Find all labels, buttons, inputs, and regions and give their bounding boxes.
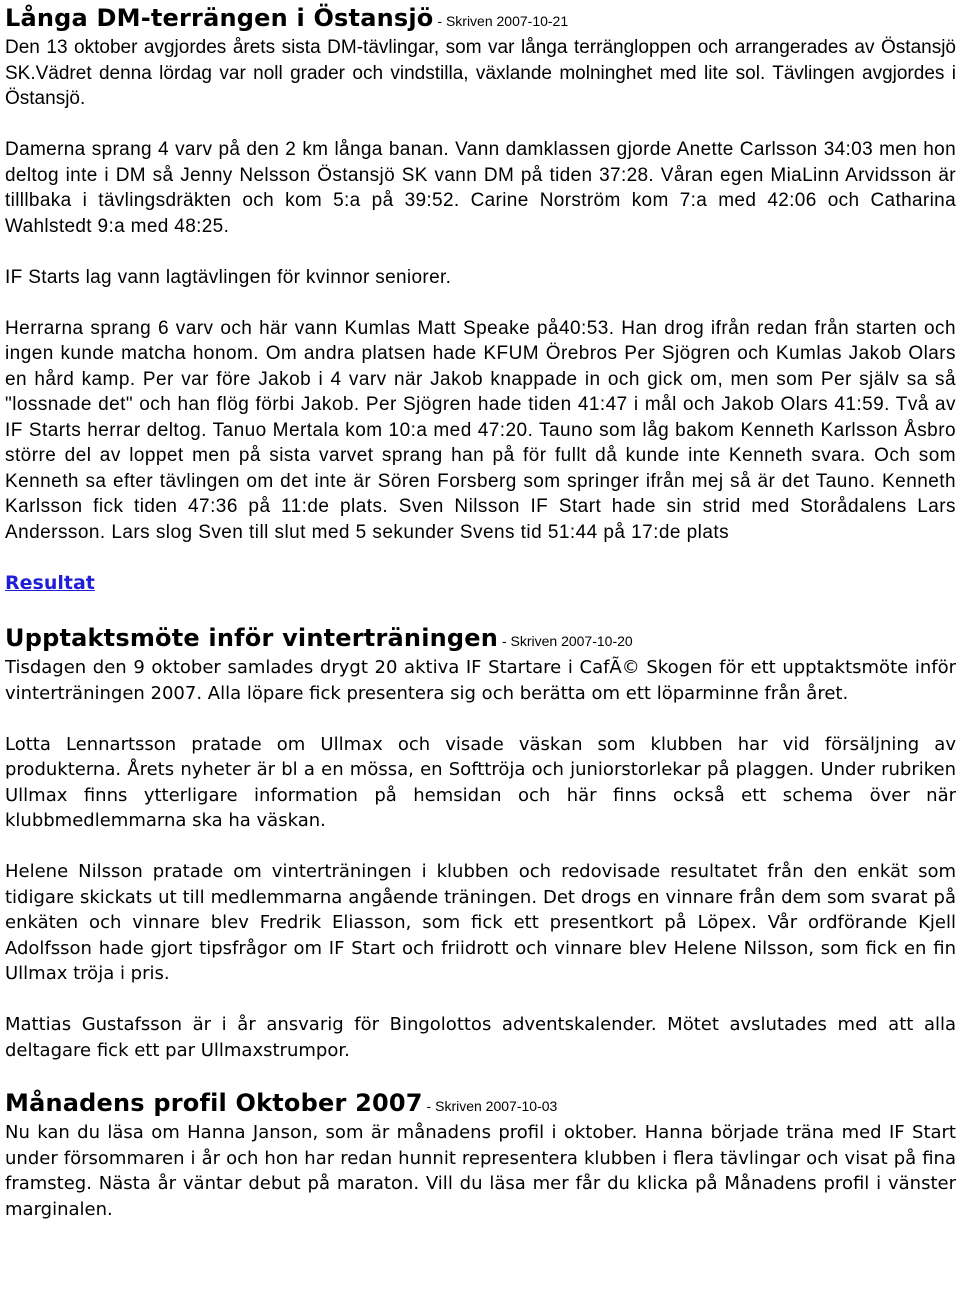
- paragraph-spacer: [5, 545, 956, 571]
- news-page: [5, 4, 956, 1222]
- article-title: Månadens profil Oktober 2007: [5, 1089, 423, 1117]
- article-paragraph: Nu kan du läsa om Hanna Janson, som är månadens profil i oktober. Hanna började träna med IF Start under försommaren i år och hon har redan hunnit representera klubben i flera tävlingar och visat på fina framsteg. Nästa år väntar debut på maraton. Vill du läsa mer får du klicka på Månadens profil i vänster marginalen.: [5, 1122, 956, 1220]
- paragraph-spacer: [5, 290, 956, 316]
- article-paragraph: Helene Nilsson pratade om vinterträningen i klubben och redovisade resultatet från den enkät som tidigare skickats ut till medlemmarna angående träningen. Det drogs en vinnare från dem som svarat på enkäten och vinnare blev Fredrik Eliasson, som fick ett presentkort på Löpex. Vår ordförande Kjell Adolfsson hade gjort tipsfrågor om IF Start och friidrott och vinnare blev Helene Nilsson, som fick en fin Ullmax tröja i pris.: [5, 861, 956, 984]
- article-date: - Skriven 2007-10-03: [422, 1098, 558, 1114]
- news-article: [5, 1089, 956, 1222]
- paragraph-spacer: [5, 112, 956, 138]
- article-title: Upptaktsmöte inför vinterträningen: [5, 624, 499, 652]
- paragraph-spacer: [5, 239, 956, 265]
- news-article: [5, 4, 956, 596]
- article-paragraph: Mattias Gustafsson är i år ansvarig för Bingolottos adventskalender. Mötet avslutades med att alla deltagare fick ett par Ullmaxstrumpor.: [5, 1014, 956, 1061]
- article-header: [5, 4, 956, 35]
- article-paragraph: Lotta Lennartsson pratade om Ullmax och visade väskan som klubben har vid försäljning av produkterna. Årets nyheter är bl a en mössa, en Softtröja och juniorstorlekar på plaggen. Under rubriken Ullmax finns ytterligare information på hemsidan och här finns också ett schema över när klubbmedlemmarna ska ha väskan.: [5, 733, 956, 831]
- article-title: Långa DM-terrängen i Östansjö: [5, 4, 434, 32]
- paragraph-spacer: [5, 987, 956, 1013]
- article-date: - Skriven 2007-10-20: [498, 633, 633, 649]
- article-paragraph: Tisdagen den 9 oktober samlades drygt 20 aktiva IF Startare i CafÃ© Skogen för ett upptaktsmöte inför vinterträningen 2007. Alla löpare fick presentera sig och berätta om ett löparminne från året.: [5, 657, 956, 704]
- article-paragraph: IF Starts lag vann lagtävlingen för kvinnor seniorer.: [5, 266, 452, 288]
- article-header: [5, 624, 956, 655]
- article-paragraph: Den 13 oktober avgjordes årets sista DM-tävlingar, som var långa terrängloppen och arrangerades av Östansjö SK.Vädret denna lördag var noll grader och vindstilla, växlande molninghet med lite sol. Tävlingen avgjordes i Östansjö.: [5, 37, 956, 109]
- article-header: [5, 1089, 956, 1120]
- results-link[interactable]: Resultat: [5, 571, 95, 594]
- article-paragraph: Damerna sprang 4 varv på den 2 km långa banan. Vann damklassen gjorde Anette Carlsson 34:03 men hon deltog inte i DM så Jenny Nelsson Östansjö SK vann DM på tiden 37:28. Våran egen MiaLinn Arvidsson är tilllbaka i tävlingsdräkten och kom 5:a på 39:52. Carine Norström kom 7:a med 42:06 och Catharina Wahlstedt 9:a med 48:25.: [5, 139, 956, 237]
- news-article: [5, 624, 956, 1063]
- article-paragraph: Herrarna sprang 6 varv och här vann Kumlas Matt Speake på40:53. Han drog ifrån redan från starten och ingen kunde matcha honom. Om andra platsen hade KFUM Örebros Per Sjögren och Kumlas Jakob Olars en hård kamp. Per var före Jakob i 4 varv när Jakob knappade in och gick om, men som Per själv sa så "lossnade det" och han flög förbi Jakob. Per Sjögren hade tiden 41:47 i mål och Jakob Olars 41:59. Två av IF Starts herrar deltog. Tanuo Mertala kom 10:a med 47:20. Tauno som låg bakom Kenneth Karlsson Åsbro större del av loppet men på sista varvet sprang han på för fullt då kunde inte Kenneth svara. Och som Kenneth sa efter tävlingen om det inte är Sören Forsberg som springer ifrån mej så är det Tauno. Kenneth Karlsson fick tiden 47:36 på 11:de plats. Sven Nilsson IF Start hade sin strid med Storådalens Lars Andersson. Lars slog Sven till slut med 5 sekunder Svens tid 51:44 på 17:de plats: [5, 317, 956, 543]
- paragraph-spacer: [5, 706, 956, 732]
- article-date: - Skriven 2007-10-21: [433, 13, 569, 29]
- paragraph-spacer: [5, 834, 956, 860]
